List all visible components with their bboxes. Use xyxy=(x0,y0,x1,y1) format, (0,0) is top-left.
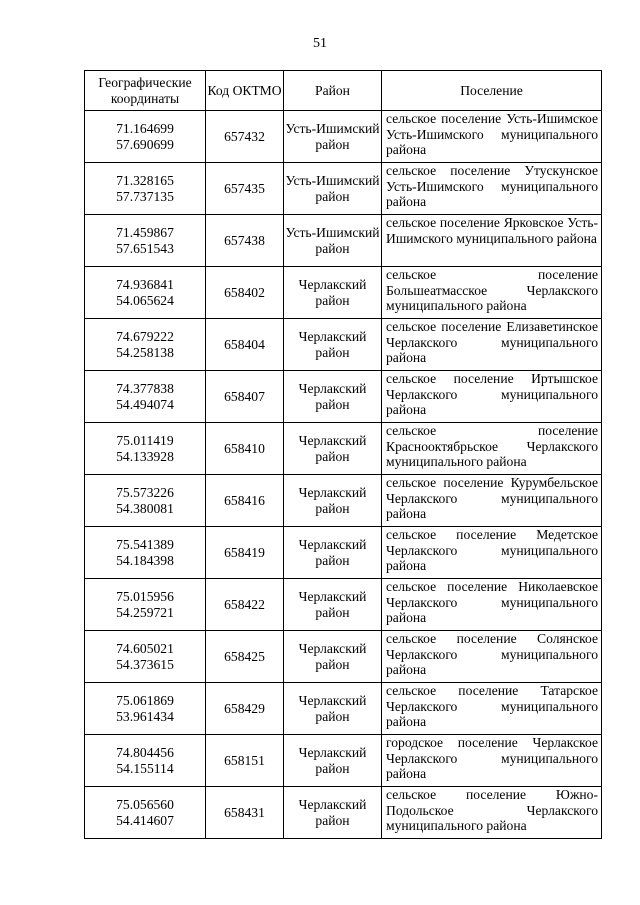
longitude-value: 57.690699 xyxy=(116,136,174,152)
district-cell: Черлакский район xyxy=(284,267,382,319)
district-cell: Черлакский район xyxy=(284,683,382,735)
coordinates-cell xyxy=(85,631,206,683)
table-row xyxy=(85,579,602,631)
district-cell: Черлакский район xyxy=(284,787,382,839)
header-district: Район xyxy=(284,71,382,111)
longitude-value: 54.065624 xyxy=(116,292,174,308)
longitude-value: 57.651543 xyxy=(116,240,174,256)
longitude-value: 57.737135 xyxy=(116,188,174,204)
table-row xyxy=(85,787,602,839)
latitude-value: 71.328165 xyxy=(116,172,174,188)
page-number: 51 xyxy=(313,36,327,51)
coordinates-cell xyxy=(85,111,206,163)
settlements-table xyxy=(84,70,602,839)
district-cell: Усть-Ишимский район xyxy=(284,111,382,163)
longitude-value: 54.373615 xyxy=(116,656,174,672)
latitude-value: 74.377838 xyxy=(116,380,174,396)
longitude-value: 53.961434 xyxy=(116,708,174,724)
oktmo-cell: 658407 xyxy=(206,371,284,423)
settlement-cell: сельское поселение Николаевское Черлакского муниципального района xyxy=(382,579,602,631)
latitude-value: 75.061869 xyxy=(116,692,174,708)
latitude-value: 75.011419 xyxy=(116,432,174,448)
district-cell: Черлакский район xyxy=(284,371,382,423)
settlement-cell: сельское поселение Татарское Черлакского муниципального района xyxy=(382,683,602,735)
oktmo-cell: 658151 xyxy=(206,735,284,787)
table-row xyxy=(85,475,602,527)
table-row xyxy=(85,371,602,423)
latitude-value: 74.679222 xyxy=(116,328,174,344)
settlement-cell: сельское поселение Ярковское Усть-Ишимского муниципального района xyxy=(382,215,602,267)
latitude-value: 75.573226 xyxy=(116,484,174,500)
oktmo-cell: 658422 xyxy=(206,579,284,631)
latitude-value: 74.605021 xyxy=(116,640,174,656)
settlement-cell: сельское поселение Южно-Подольское Черлакского муниципального района xyxy=(382,787,602,839)
settlement-cell: сельское поселение Елизаветинское Черлакского муниципального района xyxy=(382,319,602,371)
oktmo-cell: 658429 xyxy=(206,683,284,735)
settlement-cell: сельское поселение Краснооктябрьское Черлакского муниципального района xyxy=(382,423,602,475)
table-row xyxy=(85,735,602,787)
coordinates-cell xyxy=(85,735,206,787)
oktmo-cell: 658402 xyxy=(206,267,284,319)
settlement-cell: сельское поселение Курумбельское Черлакского муниципального района xyxy=(382,475,602,527)
district-cell: Черлакский район xyxy=(284,579,382,631)
coordinates-cell xyxy=(85,267,206,319)
longitude-value: 54.184398 xyxy=(116,552,174,568)
table-row xyxy=(85,683,602,735)
longitude-value: 54.133928 xyxy=(116,448,174,464)
table-row xyxy=(85,319,602,371)
longitude-value: 54.494074 xyxy=(116,396,174,412)
coordinates-cell xyxy=(85,163,206,215)
oktmo-cell: 658419 xyxy=(206,527,284,579)
settlement-cell: сельское поселение Утускунское Усть-Ишимского муниципального района xyxy=(382,163,602,215)
settlement-cell: сельское поселение Солянское Черлакского муниципального района xyxy=(382,631,602,683)
oktmo-cell: 658410 xyxy=(206,423,284,475)
table-header-row xyxy=(85,71,602,111)
table-row xyxy=(85,215,602,267)
table-row xyxy=(85,267,602,319)
longitude-value: 54.259721 xyxy=(116,604,174,620)
settlement-cell: городское поселение Черлакское Черлакского муниципального района xyxy=(382,735,602,787)
longitude-value: 54.258138 xyxy=(116,344,174,360)
longitude-value: 54.414607 xyxy=(116,812,174,828)
header-coordinates: Географические координаты xyxy=(85,71,206,111)
district-cell: Черлакский район xyxy=(284,475,382,527)
district-cell: Черлакский район xyxy=(284,631,382,683)
coordinates-cell xyxy=(85,319,206,371)
settlement-cell: сельское поселение Усть-Ишимское Усть-Ишимского муниципального района xyxy=(382,111,602,163)
longitude-value: 54.155114 xyxy=(116,760,174,776)
latitude-value: 74.804456 xyxy=(116,744,174,760)
district-cell: Черлакский район xyxy=(284,735,382,787)
district-cell: Черлакский район xyxy=(284,423,382,475)
coordinates-cell xyxy=(85,423,206,475)
settlement-cell: сельское поселение Иртышское Черлакского муниципального района xyxy=(382,371,602,423)
district-cell: Усть-Ишимский район xyxy=(284,215,382,267)
oktmo-cell: 658431 xyxy=(206,787,284,839)
settlement-cell: сельское поселение Медетское Черлакского муниципального района xyxy=(382,527,602,579)
table-row xyxy=(85,527,602,579)
oktmo-cell: 657432 xyxy=(206,111,284,163)
latitude-value: 75.015956 xyxy=(116,588,174,604)
table-row xyxy=(85,163,602,215)
latitude-value: 71.459867 xyxy=(116,224,174,240)
longitude-value: 54.380081 xyxy=(116,500,174,516)
oktmo-cell: 658416 xyxy=(206,475,284,527)
coordinates-cell xyxy=(85,527,206,579)
settlement-cell: сельское поселение Большеатмасское Черлакского муниципального района xyxy=(382,267,602,319)
oktmo-cell: 657438 xyxy=(206,215,284,267)
latitude-value: 75.541389 xyxy=(116,536,174,552)
coordinates-cell xyxy=(85,787,206,839)
oktmo-cell: 658404 xyxy=(206,319,284,371)
table-row xyxy=(85,111,602,163)
coordinates-cell xyxy=(85,579,206,631)
header-oktmo: Код ОКТМО xyxy=(206,71,284,111)
latitude-value: 71.164699 xyxy=(116,120,174,136)
oktmo-cell: 657435 xyxy=(206,163,284,215)
coordinates-cell xyxy=(85,683,206,735)
coordinates-cell xyxy=(85,215,206,267)
header-settlement: Поселение xyxy=(382,71,602,111)
coordinates-cell xyxy=(85,475,206,527)
district-cell: Черлакский район xyxy=(284,319,382,371)
oktmo-cell: 658425 xyxy=(206,631,284,683)
table-row xyxy=(85,423,602,475)
coordinates-cell xyxy=(85,371,206,423)
latitude-value: 75.056560 xyxy=(116,796,174,812)
latitude-value: 74.936841 xyxy=(116,276,174,292)
district-cell: Усть-Ишимский район xyxy=(284,163,382,215)
district-cell: Черлакский район xyxy=(284,527,382,579)
table-row xyxy=(85,631,602,683)
